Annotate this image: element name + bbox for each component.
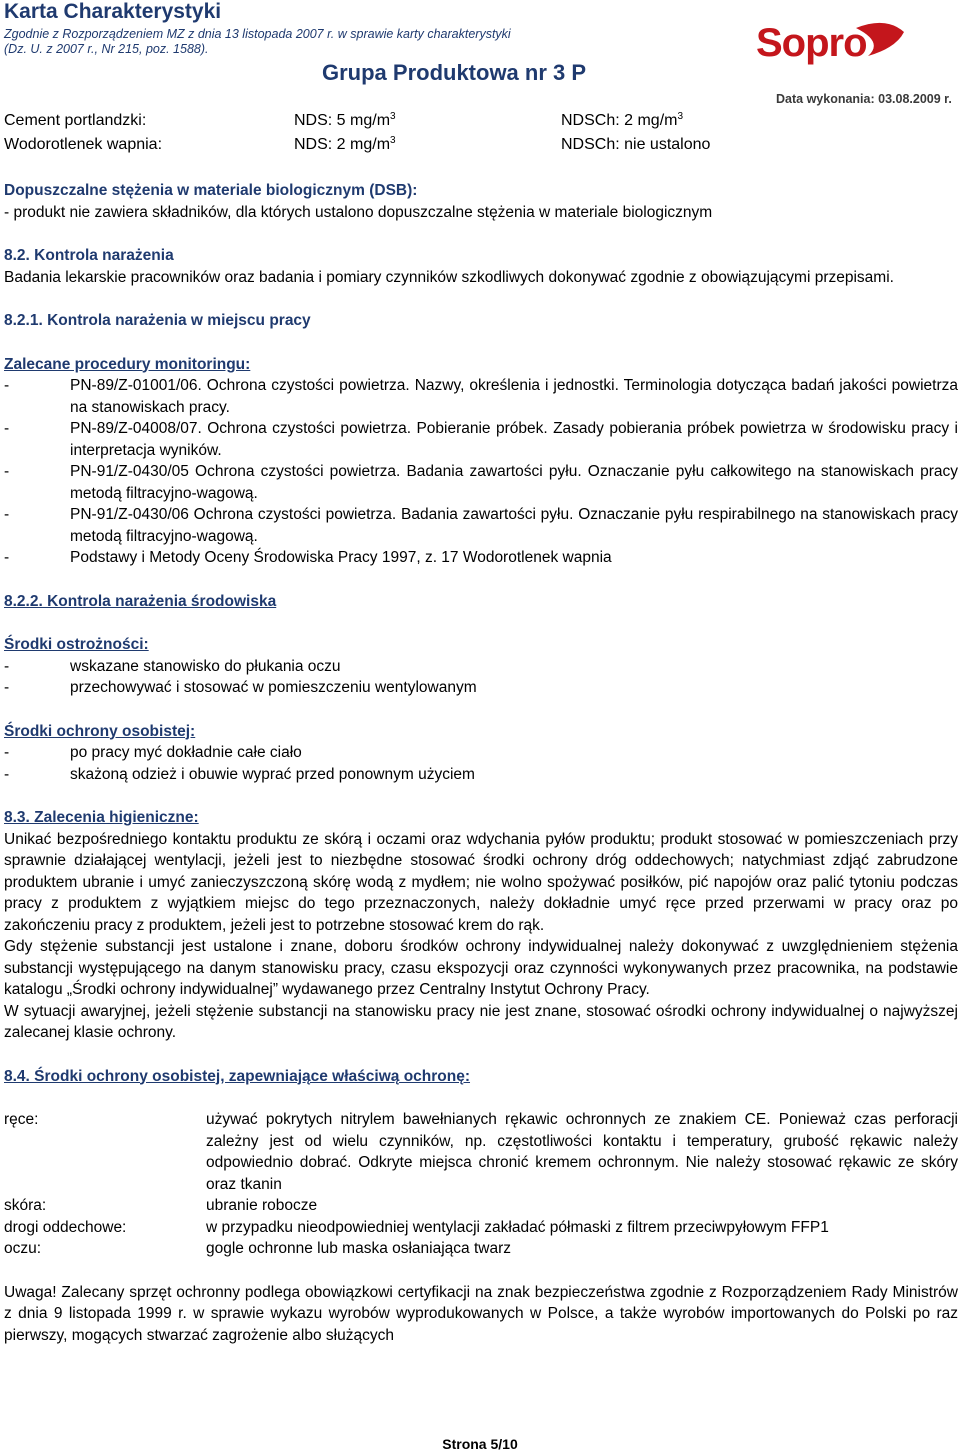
monitoring-list <box>4 375 958 569</box>
ppe-label: ręce: <box>4 1111 39 1128</box>
certification-note: Uwaga! Zalecany sprzęt ochronny podlega obowiązkowi certyfikacji na znak bezpieczeństwa zgodnie z Rozporządzeniem Rady Ministrów z dnia 9 listopada 1999 r. w sprawie wykazu wyrobów wyprodukowanych w Polsce, a także wyrobów importowanych do Polski po raz pierwszy, mogących stwarzać zagrożenie albo służących <box>4 1283 958 1344</box>
ppe-row-skin <box>4 1195 958 1217</box>
personal-protection-heading: Środki ochrony osobistej: <box>4 722 196 740</box>
regulation-line-2: (Dz. U. z 2007 r., Nr 215, poz. 1588). <box>4 42 209 56</box>
section-8-2-2-heading: 8.2.2. Kontrola narażenia środowiska <box>4 592 277 610</box>
section-8-2-1-heading: 8.2.1. Kontrola narażenia w miejscu pracy <box>4 312 311 329</box>
list-item: - PN-89/Z-01001/06. Ochrona czystości powietrza. Nazwy, określenia i jednostki. Terminologia dotycząca badań jakości powietrza na stanowiskach pracy. <box>4 377 958 416</box>
section-8-2-heading: 8.2. Kontrola narażenia <box>4 247 174 264</box>
list-item: - PN-89/Z-04008/07. Ochrona czystości powietrza. Pobieranie próbek. Zasady pobierania próbek powietrza w środowisku pracy i interpretacja wyników. <box>4 420 958 459</box>
dsb-item: - produkt nie zawiera składników, dla których ustalono dopuszczalne stężenia w materiale biologicznym <box>4 203 713 221</box>
section-8-4-heading: 8.4. Środki ochrony osobistej, zapewniające właściwą ochronę: <box>4 1067 471 1085</box>
page-number: Strona 5/10 <box>442 1436 518 1452</box>
product-group: Grupa Produktowa nr 3 P <box>322 60 587 85</box>
ppe-value: ubranie robocze <box>206 1197 318 1214</box>
ppe-value: gogle ochronne lub maska osłaniająca twarz <box>206 1240 512 1257</box>
document-title: Karta Charakterystyki <box>4 0 222 23</box>
nds-value: NDS: 2 $mg/m^3$ <box>294 135 396 153</box>
hygiene-paragraph-1: Unikać bezpośredniego kontaktu produktu ze skórą i oczami oraz wdychania pyłów produktu; produkt stosować w pomieszczeniach przy sprawnie działającej wentylacji, jeżeli jest to niezbędne stosować środki ochrony dróg oddechowych; natychmiast zdjąć zabrudzone produktem ubranie i umyć zanieczyszczoną skórę wodą z mydłem; nie wolno spożywać posiłków, pić napojów oraz palić tytoniu podczas pracy z produktem z wyjątkiem miejsc do tego przeznaczonych, należy dokładnie umyć ręce przed przerwami w pracy oraz po zakończeniu pracy z produktem, jeżeli jest to potrzebne stosować krem do rąk. <box>4 830 958 934</box>
sopro-logo <box>756 18 906 68</box>
section-8-3-heading: 8.3. Zalecenia higieniczne: <box>4 809 199 826</box>
list-item: - Podstawy i Metody Oceny Środowiska Pracy 1997, z. 17 Wodorotlenek wapnia <box>4 549 612 566</box>
ndsch-value: NDSCh: 2 $mg/m^3$ <box>561 111 684 129</box>
ppe-label: drogi oddechowe: <box>4 1218 127 1236</box>
ppe-value: używać pokrytych nitrylem bawełnianych rękawic ochronnych ze znakiem CE. Ponieważ czas perforacji zależny jest od wielu czynników, np. częstotliwości kontaktu i temperatury, grubość rękawic należy odpowiednio dobrać. Odkryte miejsca chronić kremem ochronnym. Nie należy stosować rękawic ze skóry oraz tkanin <box>206 1111 958 1193</box>
ndsch-value: NDSCh: nie ustalono <box>561 136 711 153</box>
hygiene-paragraph-3: W sytuacji awaryjnej, jeżeli stężenie substancji na stanowisku pracy nie jest znane, stosować ośrodki ochrony indywidualnej o najwyższej zalecanej klasie ochrony. <box>4 1002 958 1041</box>
ppe-row-hands <box>4 1109 958 1195</box>
section-8-2-text: Badania lekarskie pracowników oraz badania i pomiary czynników szkodliwych dokonywać zgodnie z obowiązującymi przepisami. <box>4 268 894 286</box>
precautions-heading: Środki ostrożności: <box>4 636 149 653</box>
regulation-line-1: Zgodnie z Rozporządzeniem MZ z dnia 13 listopada 2007 r. w sprawie karty charakterystyki <box>4 27 511 41</box>
logo-wordmark: Sopro <box>756 21 867 65</box>
list-item: - PN-91/Z-0430/05 Ochrona czystości powietrza. Badania zawartości pyłu. Oznaczanie pyłu całkowitego na stanowiskach pracy metodą filtracyjno-wagową. <box>4 463 958 502</box>
substance-name: Wodorotlenek wapnia: <box>4 136 163 153</box>
monitoring-heading: Zalecane procedury monitoringu: <box>4 355 251 373</box>
nds-row-calcium <box>4 134 958 158</box>
substance-name: Cement portlandzki: <box>4 112 147 129</box>
ppe-row-respiratory <box>4 1217 958 1239</box>
list-item: - skażoną odzież i obuwie wyprać przed ponownym użyciem <box>4 765 475 783</box>
ppe-row-eyes <box>4 1238 958 1260</box>
hygiene-paragraph-2: Gdy stężenie substancji jest ustalone i znane, doboru środków ochrony indywidualnej należy dokonywać z uwzględnieniem stężenia substancji występującego na danym stanowisku pracy, czasu ekspozycji oraz czynności wykonywanych przez pracownika, na podstawie katalogu „Środki ochrony indywidualnej” wydawanego przez Centralny Instytut Ochrony Pracy. <box>4 938 958 998</box>
document-header <box>0 0 960 110</box>
list-item: - wskazane stanowisko do płukania oczu <box>4 657 341 675</box>
list-item: - PN-91/Z-0430/06 Ochrona czystości powietrza. Badania zawartości pyłu. Oznaczanie pyłu respirabilnego na stanowiskach pracy metodą filtracyjno-wagową. <box>4 506 958 545</box>
nds-value: NDS: 5 $mg/m^3$ <box>294 111 396 129</box>
nds-row-cement <box>4 110 958 134</box>
ppe-label: oczu: <box>4 1240 42 1257</box>
list-item: - przechowywać i stosować w pomieszczeniu wentylowanym <box>4 679 477 696</box>
page-content <box>4 110 958 1346</box>
ppe-label: skóra: <box>4 1197 47 1214</box>
dsb-heading: Dopuszczalne stężenia w materiale biologicznym (DSB): <box>4 182 418 199</box>
list-item: - po pracy myć dokładnie całe ciało <box>4 744 302 761</box>
creation-date: Data wykonania: 03.08.2009 r. <box>776 92 952 106</box>
ppe-value: w przypadku nieodpowiedniej wentylacji zakładać półmaski z filtrem przeciwpyłowym FFP1 <box>206 1218 829 1236</box>
